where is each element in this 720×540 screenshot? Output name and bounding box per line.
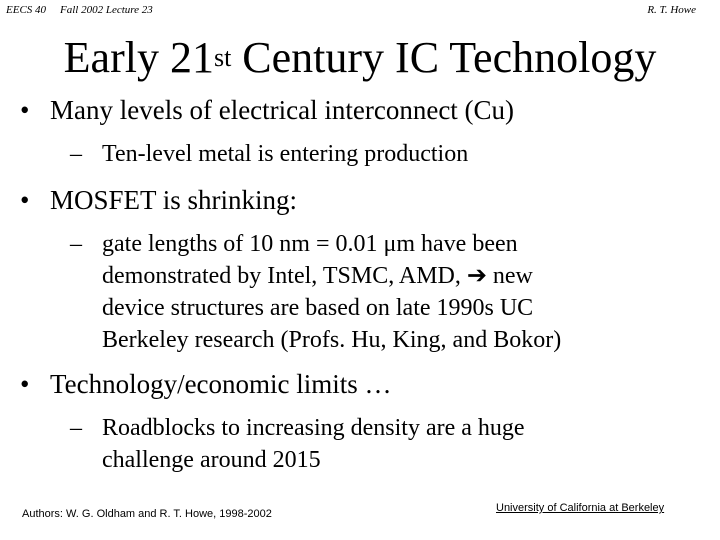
dash-marker: – [70,141,82,167]
bullet-marker: • [20,185,30,215]
footer-authors: Authors: W. G. Oldham and R. T. Howe, 1998-2002 [22,508,272,520]
bullet-1-sub-1-text: Ten-level metal is entering production [102,141,469,167]
title-pre: Early 21 [63,33,214,82]
bullet-marker: • [20,369,30,399]
bullet-marker: • [20,95,30,125]
header-author: R. T. Howe [647,4,696,16]
bullet-2-sub-1-line-2 [102,260,533,292]
title-superscript: st [213,43,232,72]
title-post: Century IC Technology [231,33,657,82]
bullet-1-sub-1 [70,138,468,170]
dash-marker: – [70,231,82,257]
bullet-1 [20,94,514,126]
bullet-3-sub-1-line-1: Roadblocks to increasing density are a huge [102,415,525,441]
bullet-2-text: MOSFET is shrinking: [50,185,298,215]
term-label: Fall 2002 Lecture 23 [60,4,153,16]
bullet-2-sub-1-line-4: Berkeley research (Profs. Hu, King, and Bokor) [102,327,562,353]
bullet-2-sub-1 [70,228,518,260]
bullet-2-sub-1-line-3: device structures are based on late 1990s UC [102,295,534,321]
header-left [6,4,153,16]
slide-title [0,32,720,84]
bullet-2-sub-1-line-1: gate lengths of 10 nm = 0.01 μm have been [102,231,518,257]
bullet-2 [20,184,297,216]
footer-university-link[interactable]: University of California at Berkeley [496,502,665,514]
bullet-1-text: Many levels of electrical interconnect (Cu) [50,95,515,125]
bullet-3-text: Technology/economic limits … [50,369,392,399]
bullet-3-sub-1-line-2: challenge around 2015 [102,447,321,473]
bullet-2-sub-1-line-2-b: new [492,263,533,289]
arrow-right-icon: ➔ [466,263,487,289]
bullet-3-sub-1 [70,412,525,444]
bullet-3 [20,368,392,400]
dash-marker: – [70,415,82,441]
course-label: EECS 40 [6,4,47,16]
bullet-2-sub-1-line-2-a: demonstrated by Intel, TSMC, AMD, [102,263,461,289]
